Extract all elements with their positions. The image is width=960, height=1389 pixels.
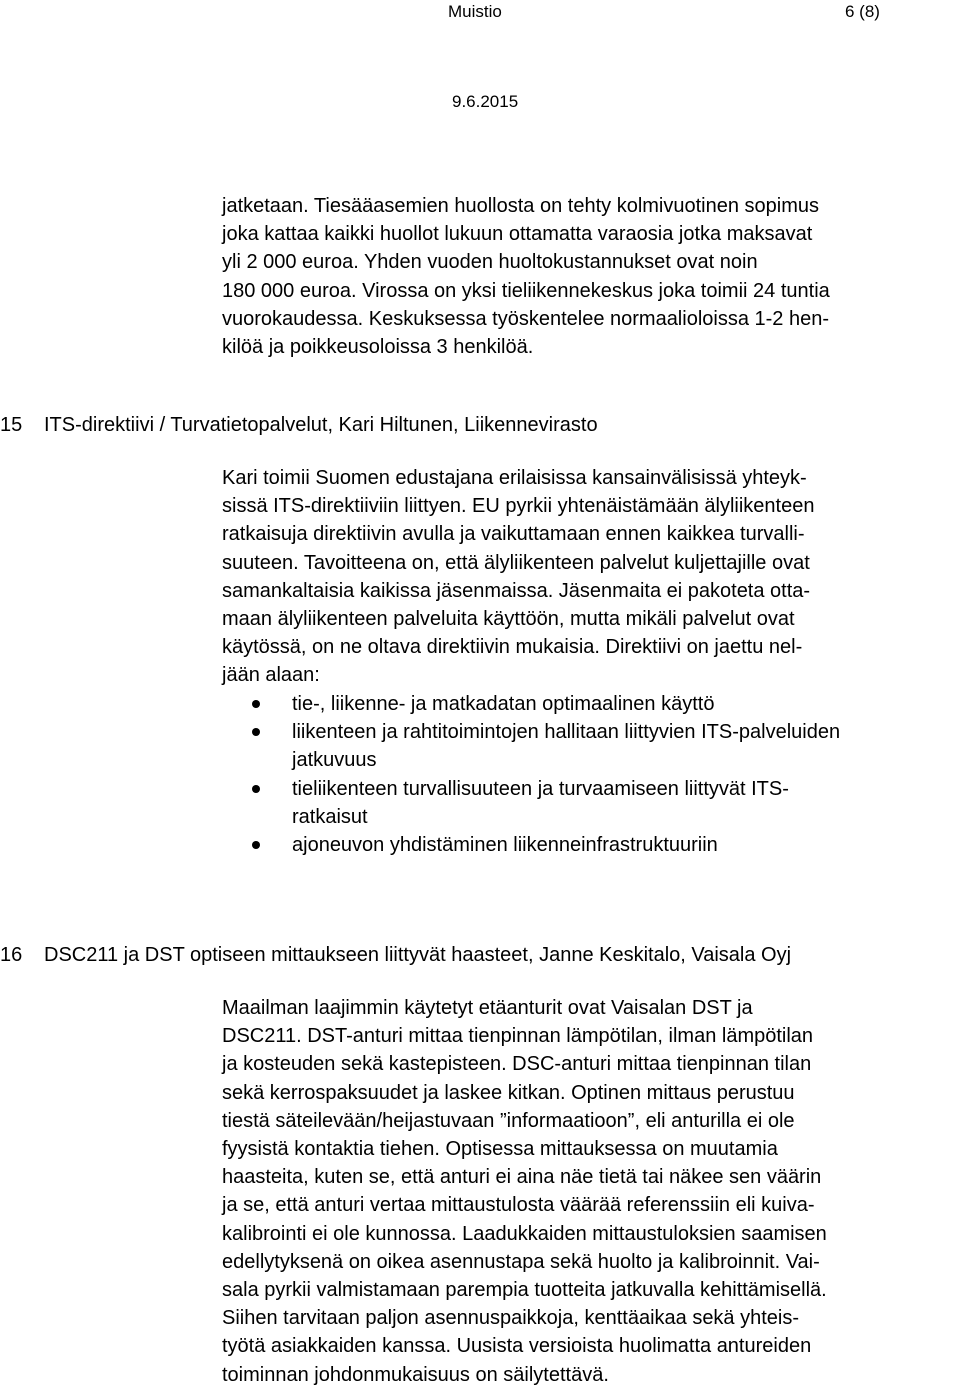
intro-paragraph	[222, 192, 944, 361]
page-number: 6 (8)	[845, 2, 880, 21]
text-line: haasteita, kuten se, että anturi ei aina näe tietä tai näkee sen väärin	[222, 1166, 822, 1189]
text-line: maan älyliikenteen palveluita käyttöön, mutta mikäli palvelut ovat	[222, 608, 795, 631]
text-line: työtä asiakkaiden kanssa. Uusista versioista huolimatta antureiden	[222, 1335, 812, 1358]
text-line: ja se, että anturi vertaa mittaustulosta väärää referenssiin eli kuiva-	[222, 1194, 815, 1217]
text-line: suuteen. Tavoitteena on, että älyliikenteen palvelut kuljettajille ovat	[222, 551, 810, 574]
list-item	[222, 831, 944, 859]
document-type: Muistio	[448, 2, 502, 21]
text-line: jatkuvuus	[292, 749, 377, 772]
text-line: yli 2 000 euroa. Yhden vuoden huoltokustannukset ovat noin	[222, 251, 758, 274]
text-line: samankaltaisia kaikissa jäsenmaissa. Jäsenmaita ei pakoteta otta-	[222, 579, 811, 602]
text-line: sissä ITS-direktiiviin liittyen. EU pyrkii yhtenäistämään älyliikenteen	[222, 495, 815, 518]
text-line: Siihen tarvitaan paljon asennuspaikkoja, kenttäaikaa sekä yhteis-	[222, 1307, 800, 1330]
agenda-item-number: 15	[0, 414, 23, 436]
text-line: jatketaan. Tiesääasemien huollosta on tehty kolmivuotinen sopimus	[222, 195, 820, 217]
text-line: toiminnan johdonmukaisuus on säilytettävä.	[222, 1363, 609, 1386]
bullet-icon	[252, 728, 260, 736]
text-line: kilöä ja poikkeusoloissa 3 henkilöä.	[222, 336, 534, 359]
agenda-item-15-bullets	[222, 690, 944, 859]
agenda-item-title: ITS-direktiivi / Turvatietopalvelut, Kari Hiltunen, Liikennevirasto	[44, 414, 598, 436]
text-line: edellytyksenä on oikea asennustapa sekä huolto ja kalibroinnit. Vai-	[222, 1250, 820, 1273]
text-line: tieliikenteen turvallisuuteen ja turvaamiseen liittyvät ITS-	[292, 777, 789, 800]
text-line: ratkaisut	[292, 805, 368, 828]
text-line: tiestä säteilevään/heijastuvaan ”informaatioon”, eli anturilla ei ole	[222, 1109, 795, 1132]
text-line: 180 000 euroa. Virossa on yksi tieliikennekeskus joka toimii 24 tuntia	[222, 279, 830, 302]
text-line: sala pyrkii valmistamaan parempia tuotteita jatkuvalla kehittämisellä.	[222, 1279, 827, 1302]
list-item	[222, 775, 944, 831]
agenda-item-title: DSC211 ja DST optiseen mittaukseen liittyvät haasteet, Janne Keskitalo, Vaisala Oyj	[44, 944, 792, 966]
text-line: jään alaan:	[222, 664, 320, 687]
text-line: kalibrointi ei ole kunnossa. Laadukkaiden mittaustuloksien saamisen	[222, 1222, 827, 1245]
list-item	[222, 690, 944, 718]
text-line: fyysistä kontaktia tiehen. Optisessa mittauksessa on muutamia	[222, 1138, 778, 1161]
text-line: ajoneuvon yhdistäminen liikenneinfrastruktuuriin	[292, 834, 718, 857]
list-item	[222, 718, 944, 774]
text-line: DSC211. DST-anturi mittaa tienpinnan lämpötilan, ilman lämpötilan	[222, 1025, 814, 1048]
text-line: ratkaisuja direktiivin avulla ja vaikuttamaan ennen kaikkea turvalli-	[222, 523, 805, 546]
text-line: ja kosteuden sekä kastepisteen. DSC-anturi mittaa tienpinnan tilan	[222, 1053, 812, 1076]
bullet-icon	[252, 700, 260, 708]
text-line: joka kattaa kaikki huollot lukuun ottamatta varaosia jotka maksavat	[222, 223, 813, 246]
text-line: liikenteen ja rahtitoimintojen hallitaan liittyvien ITS-palveluiden	[292, 721, 841, 744]
document-date: 9.6.2015	[452, 92, 519, 111]
text-line: Kari toimii Suomen edustajana erilaisissa kansainvälisissä yhteyk-	[222, 467, 807, 489]
bullet-icon	[252, 785, 260, 793]
text-line: tie-, liikenne- ja matkadatan optimaalinen käyttö	[292, 693, 715, 715]
agenda-item-16-body	[222, 994, 944, 1389]
text-line: käytössä, on ne oltava direktiivin mukaisia. Direktiivi on jaettu nel-	[222, 636, 803, 659]
agenda-item-15-body	[222, 464, 944, 690]
agenda-item-number: 16	[0, 944, 23, 966]
bullet-icon	[252, 841, 260, 849]
text-line: Maailman laajimmin käytetyt etäanturit ovat Vaisalan DST ja	[222, 997, 753, 1019]
text-line: sekä kerrospaksuudet ja laskee kitkan. Optinen mittaus perustuu	[222, 1081, 795, 1104]
text-line: vuorokaudessa. Keskuksessa työskentelee normaalioloissa 1-2 hen-	[222, 307, 830, 330]
